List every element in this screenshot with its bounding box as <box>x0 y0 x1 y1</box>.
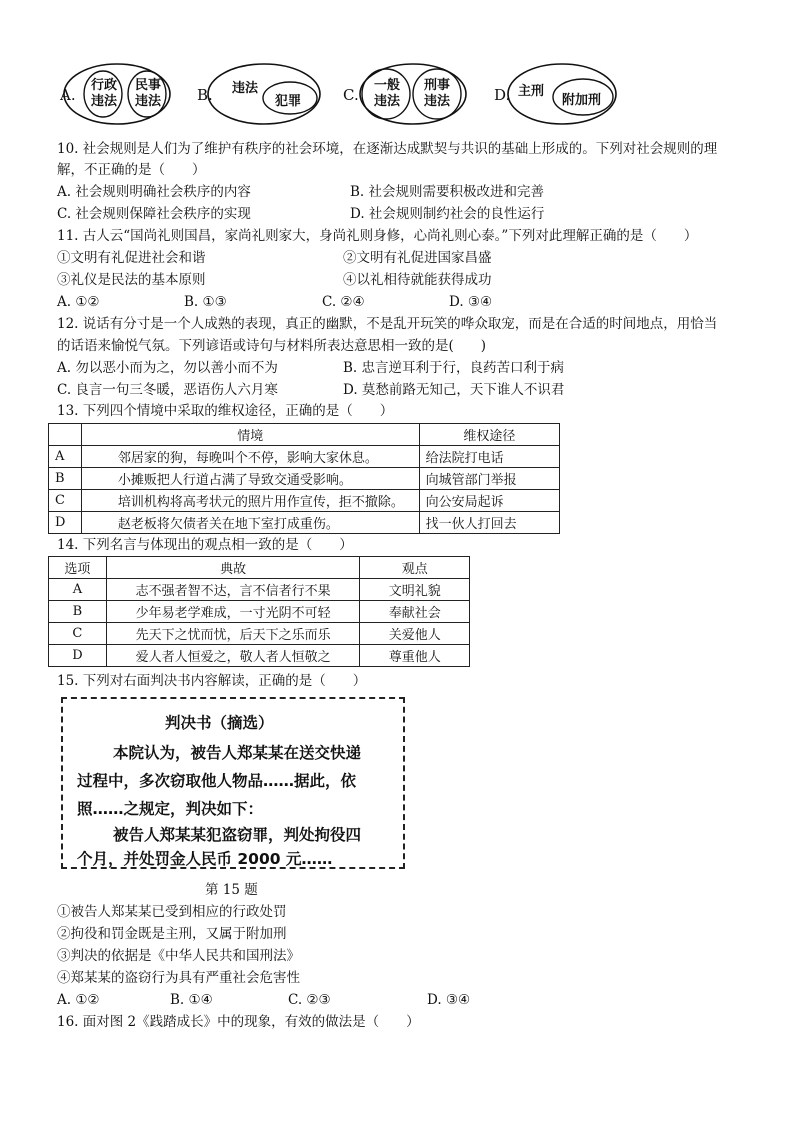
table-cell: 爱人者人恒爱之，敬人者人恒敬之 <box>106 645 360 667</box>
q15-option-b: B. ①④ <box>170 992 213 1008</box>
venn-c-left-label: 一般 违法 <box>374 78 401 109</box>
table-cell: 邻居家的狗，每晚叫个不停，影响大家休息。 <box>81 446 419 468</box>
q13-table <box>48 423 560 534</box>
table-cell: D <box>49 512 82 534</box>
q14-stem: 14. 下列名言与体现出的观点相一致的是（ ） <box>57 537 353 553</box>
venn-d-letter: D. <box>494 86 511 104</box>
q10-option-a: A. 社会规则明确社会秩序的内容 <box>57 184 251 200</box>
q12-stem-1: 12. 说话有分寸是一个人成熟的表现，真正的幽默，不是乱开玩笑的哗众取宠，而是在合适的时间地点，用恰当 <box>57 316 718 332</box>
table-header-row <box>49 424 560 446</box>
verdict-line: 照……之规定，判决如下： <box>77 800 264 818</box>
venn-d-outer-label: 主刑 <box>518 84 545 99</box>
table-cell: 赵老板将欠债者关在地下室打成重伤。 <box>81 512 419 534</box>
q11-statement-3: ③礼仪是民法的基本原则 <box>57 272 206 288</box>
table-row <box>49 623 470 645</box>
table-row <box>49 446 560 468</box>
table-header-cell: 维权途径 <box>419 424 559 446</box>
q15-statement-3: ③判决的依据是《中华人民共和国刑法》 <box>57 948 300 964</box>
venn-a-left-label: 行政 违法 <box>91 78 118 109</box>
verdict-line: 过程中，多次窃取他人物品……据此，依 <box>77 772 357 790</box>
q16-stem: 16. 面对图 2《践踏成长》中的现象，有效的做法是（ ） <box>57 1014 420 1030</box>
venn-b-inner-label: 犯罪 <box>275 94 302 109</box>
q11-statement-4: ④以礼相待就能获得成功 <box>343 272 492 288</box>
q15-option-d: D. ③④ <box>427 992 471 1008</box>
q11-option-d: D. ③④ <box>449 294 493 310</box>
table-cell: D <box>49 645 107 667</box>
table-cell: 奉献社会 <box>360 601 470 623</box>
q15-statement-4: ④郑某某的盗窃行为具有严重社会危害性 <box>57 970 300 986</box>
q13-stem: 13. 下列四个情境中采取的维权途径，正确的是（ ） <box>57 403 394 419</box>
table-cell: 培训机构将高考状元的照片用作宣传，拒不撤除。 <box>81 490 419 512</box>
verdict-excerpt-box <box>61 697 405 869</box>
table-cell: 关爱他人 <box>360 623 470 645</box>
q15-option-a: A. ①② <box>57 992 100 1008</box>
table-row <box>49 490 560 512</box>
q10-stem-1: 10. 社会规则是人们为了维护有秩序的社会环境，在逐渐达成默契与共识的基础上形成的。下列对社会规则的理 <box>57 141 718 157</box>
table-row <box>49 645 470 667</box>
verdict-line: 本院认为，被告人郑某某在送交快递 <box>113 744 362 762</box>
table-cell: 志不强者智不达，言不信者行不果 <box>106 579 360 601</box>
q12-stem-2: 的话语来愉悦气氛。下列谚语或诗句与材料所表达意思相一致的是( ) <box>57 338 487 354</box>
q11-option-b: B. ①③ <box>184 294 227 310</box>
q15-stem: 15. 下列对右面判决书内容解读，正确的是（ ） <box>57 673 367 689</box>
q15-statement-1: ①被告人郑某某已受到相应的行政处罚 <box>57 904 287 920</box>
venn-c-letter: C. <box>343 86 359 104</box>
q11-option-c: C. ②④ <box>322 294 365 310</box>
table-cell: 向城管部门举报 <box>419 468 559 490</box>
q10-option-d: D. 社会规则制约社会的良性运行 <box>350 206 545 222</box>
table-cell: 文明礼貌 <box>360 579 470 601</box>
table-cell: C <box>49 490 82 512</box>
venn-a-right-label: 民事 违法 <box>135 78 162 109</box>
venn-diagrams <box>0 0 794 130</box>
q12-option-c: C. 良言一句三冬暖，恶语伤人六月寒 <box>57 382 278 398</box>
q15-statement-2: ②拘役和罚金既是主刑，又属于附加刑 <box>57 926 287 942</box>
table-row <box>49 512 560 534</box>
venn-c-right-label: 刑事 违法 <box>424 78 451 109</box>
venn-d-inner-label: 附加刑 <box>562 93 602 108</box>
verdict-line: 个月，并处罚金人民币 2000 元…… <box>77 850 333 868</box>
q11-statement-1: ①文明有礼促进社会和谐 <box>57 250 206 266</box>
q11-option-a: A. ①② <box>57 294 100 310</box>
q12-option-d: D. 莫愁前路无知己，天下谁人不识君 <box>343 382 565 398</box>
q12-option-b: B. 忠言逆耳利于行，良药苦口利于病 <box>343 360 565 376</box>
verdict-title: 判决书（摘选） <box>165 714 274 732</box>
figure-caption: 第 15 题 <box>205 882 258 898</box>
q11-stem: 11. 古人云“国尚礼则国昌，家尚礼则家大，身尚礼则身修，心尚礼则心泰。”下列对此理解正确的是（ ） <box>57 228 698 244</box>
table-cell: 先天下之忧而忧，后天下之乐而乐 <box>106 623 360 645</box>
q12-option-a: A. 勿以恶小而为之，勿以善小而不为 <box>57 360 278 376</box>
venn-b-letter: B. <box>197 86 213 104</box>
table-header-cell: 选项 <box>49 557 107 579</box>
table-header-row <box>49 557 470 579</box>
table-row <box>49 468 560 490</box>
table-cell: C <box>49 623 107 645</box>
table-cell: 尊重他人 <box>360 645 470 667</box>
table-row <box>49 579 470 601</box>
table-cell: 向公安局起诉 <box>419 490 559 512</box>
table-header-cell <box>49 424 82 446</box>
venn-b-outer-label: 违法 <box>232 81 259 96</box>
venn-a-letter: A. <box>60 86 76 104</box>
table-header-cell: 观点 <box>360 557 470 579</box>
q11-statement-2: ②文明有礼促进国家昌盛 <box>343 250 492 266</box>
verdict-line: 被告人郑某某犯盗窃罪，判处拘役四 <box>113 826 362 844</box>
table-row <box>49 601 470 623</box>
table-header-cell: 情境 <box>81 424 419 446</box>
table-cell: A <box>49 579 107 601</box>
q10-option-c: C. 社会规则保障社会秩序的实现 <box>57 206 251 222</box>
table-header-cell: 典故 <box>106 557 360 579</box>
q14-table <box>48 556 470 667</box>
table-cell: 给法院打电话 <box>419 446 559 468</box>
table-cell: B <box>49 468 82 490</box>
table-cell: 小摊贩把人行道占满了导致交通受影响。 <box>81 468 419 490</box>
table-cell: 找一伙人打回去 <box>419 512 559 534</box>
q10-stem-2: 解，不正确的是（ ） <box>57 162 206 178</box>
q15-option-c: C. ②③ <box>288 992 331 1008</box>
q10-option-b: B. 社会规则需要积极改进和完善 <box>350 184 545 200</box>
table-cell: B <box>49 601 107 623</box>
table-cell: A <box>49 446 82 468</box>
table-cell: 少年易老学难成，一寸光阴不可轻 <box>106 601 360 623</box>
